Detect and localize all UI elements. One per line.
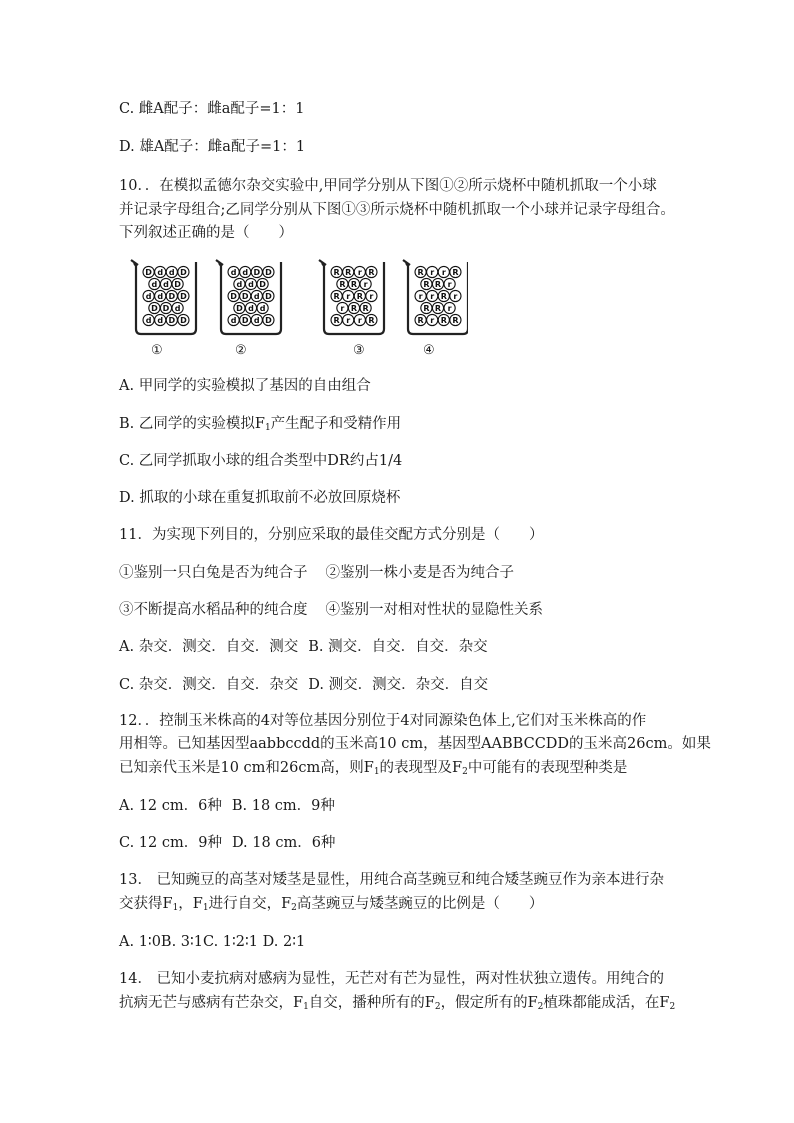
ball-letter: R xyxy=(368,268,375,277)
ball-letter: D xyxy=(236,304,243,313)
ball-letter: D xyxy=(241,292,249,301)
ball-letter: R xyxy=(339,280,346,289)
ball-letter: r xyxy=(346,316,351,325)
ball-letter: r xyxy=(430,316,435,325)
ball-letter: R xyxy=(368,316,375,325)
beaker-4 xyxy=(403,260,468,334)
ball-letter: R xyxy=(345,268,352,277)
ball-letter: D xyxy=(162,304,170,313)
ball-letter: D xyxy=(151,304,158,313)
ball-letter: d xyxy=(163,280,169,289)
ball-letter: r xyxy=(453,292,458,301)
q11-item-4: ④鉴别一对相对性状的显隐性关系 xyxy=(325,602,543,618)
ball-letter: R xyxy=(417,268,424,277)
ball-letter: D xyxy=(265,268,272,277)
beaker-1 xyxy=(131,260,196,334)
ball-letter: R xyxy=(356,292,363,301)
ball-letter: r xyxy=(430,292,435,301)
q11-items-row-1 xyxy=(119,564,514,582)
ball-letter: R xyxy=(333,292,340,301)
ball-letter: R xyxy=(423,304,430,313)
ball-letter: R xyxy=(417,316,424,325)
q11-options-row-2: C. 杂交．测交．自交．杂交 D. 测交．测交．杂交．自交 xyxy=(119,677,489,693)
beaker-label-1: ① xyxy=(151,343,163,358)
ball-letter: d xyxy=(157,292,164,301)
beaker-2 xyxy=(216,260,281,334)
ball-letter: r xyxy=(447,304,452,313)
ball-letter: r xyxy=(363,280,368,289)
ball-letter: d xyxy=(157,268,164,277)
ball-letter: d xyxy=(174,304,181,313)
ball-letter: d xyxy=(145,292,152,301)
q10-option-c: C. 乙同学抓取小球的组合类型中DR约占1/4 xyxy=(119,453,403,469)
ball-letter: r xyxy=(340,304,345,313)
ball-letter: d xyxy=(230,268,237,277)
ball-letter: R xyxy=(362,304,369,313)
ball-letter: d xyxy=(157,316,164,325)
q10-option-d: D. 抓取的小球在重复抓取前不必放回原烧杯 xyxy=(119,490,401,506)
beaker-label-4: ④ xyxy=(423,343,435,358)
q14-stem-line-2: 抗病无芒与感病有芒杂交，$F_1$自交，播种所有的$F_2$，假定所有的$F_2$植珠都能成活，在$F_2$ xyxy=(119,995,676,1012)
ball-letter: d xyxy=(168,268,175,277)
ball-letter: r xyxy=(447,280,452,289)
ball-letter: D xyxy=(259,280,266,289)
ball-letter: R xyxy=(423,280,430,289)
ball-letter: D xyxy=(265,292,272,301)
ball-letter: d xyxy=(230,316,237,325)
ball-letter: d xyxy=(248,304,254,313)
ball-letter: d xyxy=(151,280,158,289)
ball-letter: R xyxy=(434,304,442,313)
q9-option-d: D. 雄A配子：雌a配子=1：1 xyxy=(119,139,306,155)
ball-letter: R xyxy=(350,280,358,289)
beaker-label-2: ② xyxy=(235,343,247,358)
ball-letter: d xyxy=(253,316,260,325)
ball-letter: D xyxy=(168,316,176,325)
ball-letter: r xyxy=(357,268,362,277)
q11-item-3: ③不断提高水稻品种的纯合度 xyxy=(119,602,308,618)
q11-stem: 11．为实现下列目的，分别应采取的最佳交配方式分别是（ ） xyxy=(119,527,544,543)
beaker-figure xyxy=(128,254,468,366)
ball-letter: R xyxy=(452,316,459,325)
ball-letter: r xyxy=(430,268,435,277)
ball-letter: R xyxy=(452,268,459,277)
q13-options: A. 1∶0B. 3∶1C. 1∶2∶1 D. 2∶1 xyxy=(119,934,306,950)
ball-letter: D xyxy=(145,268,152,277)
q10-stem-line-1: 10．．在模拟孟德尔杂交实验中,甲同学分别从下图①②所示烧杯中随机抓取一个小球 xyxy=(119,178,657,194)
ball-letter: R xyxy=(333,268,340,277)
q12-options-row-1: A. 12 cm．6种 B. 18 cm．9种 xyxy=(119,798,335,814)
q11-options-row-1: A. 杂交．测交．自交．测交 B. 测交．自交．自交．杂交 xyxy=(119,639,488,655)
ball-letter: D xyxy=(180,316,187,325)
q11-item-2: ②鉴别一株小麦是否为纯合子 xyxy=(325,565,514,581)
q12-stem-line-2: 用相等。已知基因型aabbccdd的玉米高10 cm，基因型AABBCCDD的玉米高26cm。如果 xyxy=(119,736,711,752)
ball-letter: D xyxy=(174,280,181,289)
beaker-3 xyxy=(319,260,384,334)
ball-letter: D xyxy=(180,292,187,301)
ball-letter: D xyxy=(168,292,176,301)
q12-stem-line-1: 12．．控制玉米株高的4对等位基因分别位于4对同源染色体上,它们对玉米株高的作 xyxy=(119,713,647,729)
ball-letter: D xyxy=(230,292,237,301)
ball-letter: R xyxy=(333,316,340,325)
beaker-label-3: ③ xyxy=(353,343,365,358)
q10-stem-line-2: 并记录字母组合;乙同学分别从下图①③所示烧杯中随机抓取一个小球并记录字母组合。 xyxy=(119,202,675,218)
ball-letter: d xyxy=(253,292,260,301)
ball-letter: d xyxy=(242,268,249,277)
ball-letter: R xyxy=(350,304,358,313)
q13-stem-line-2: 交获得$F_1$，$F_1$进行自交，$F_2$高茎豌豆与矮茎豌豆的比例是（ ） xyxy=(119,896,544,913)
q13-stem-line-1: 13． 已知豌豆的高茎对矮茎是显性，用纯合高茎豌豆和纯合矮茎豌豆作为亲本进行杂 xyxy=(119,872,665,888)
q12-stem-line-3: 已知亲代玉米是10 cm和26cm高，则$F_1$的表现型及$F_2$中可能有的表现型种类是 xyxy=(119,760,628,777)
ball-letter: D xyxy=(253,268,261,277)
ball-letter: d xyxy=(259,304,266,313)
ball-letter: R xyxy=(440,292,447,301)
q11-item-1: ①鉴别一只白兔是否为纯合子 xyxy=(119,565,308,581)
ball-letter: d xyxy=(145,316,152,325)
ball-letter: R xyxy=(440,316,447,325)
ball-letter: D xyxy=(180,268,187,277)
ball-letter: d xyxy=(248,280,254,289)
q10-option-b: B. 乙同学的实验模拟$F_1$产生配子和受精作用 xyxy=(119,416,402,433)
q10-stem-line-3: 下列叙述正确的是（ ） xyxy=(119,225,293,241)
ball-letter: r xyxy=(346,292,351,301)
ball-letter: r xyxy=(357,316,362,325)
ball-letter: D xyxy=(265,316,272,325)
q10-option-a: A. 甲同学的实验模拟了基因的自由组合 xyxy=(119,378,371,394)
q14-stem-line-1: 14． 已知小麦抗病对感病为显性，无芒对有芒为显性，两对性状独立遗传。用纯合的 xyxy=(119,971,665,987)
ball-letter: R xyxy=(434,280,442,289)
q9-option-c: C. 雌A配子：雌a配子=1：1 xyxy=(119,101,305,117)
q11-items-row-2 xyxy=(119,601,543,619)
ball-letter: r xyxy=(369,292,374,301)
ball-letter: r xyxy=(441,268,446,277)
ball-letter: d xyxy=(236,280,243,289)
ball-letter: r xyxy=(418,292,423,301)
ball-letter: D xyxy=(241,316,249,325)
q12-options-row-2: C. 12 cm．9种 D. 18 cm．6种 xyxy=(119,835,336,851)
